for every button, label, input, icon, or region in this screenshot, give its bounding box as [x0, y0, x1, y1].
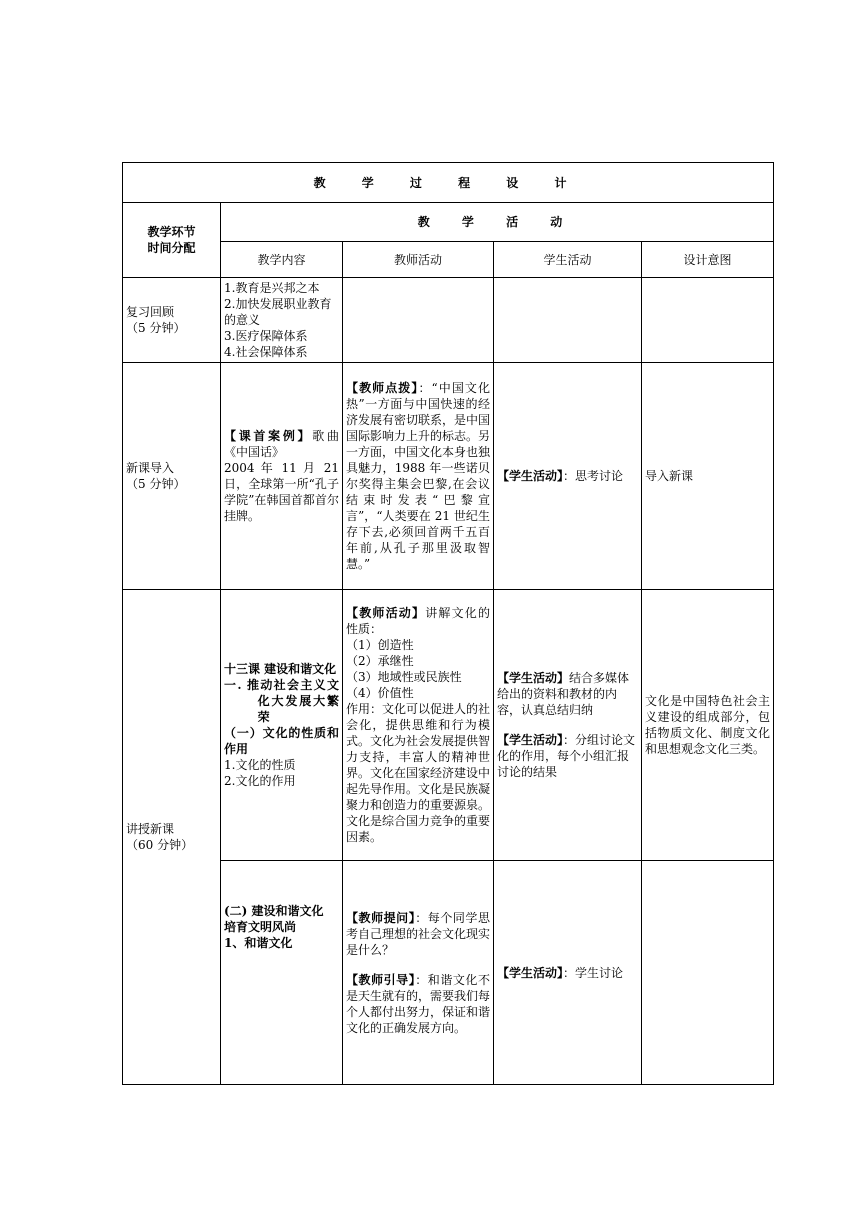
lesson-plan-table: [122, 162, 774, 1085]
student-cell: [494, 861, 642, 1085]
column-header-student: 学生活动: [494, 242, 642, 278]
student-tag: 【学生活动】: [497, 469, 564, 483]
time-header-label: 时间分配: [147, 241, 196, 255]
stage-header-label: 教学环节: [147, 225, 196, 239]
intent-cell: 导入新课: [642, 363, 774, 590]
intent-cell: [642, 278, 774, 363]
list-item: （2）承继性: [346, 654, 414, 668]
stage-name: 讲授新课: [126, 822, 175, 836]
activity-header: 教 学 活 动: [221, 203, 774, 242]
section-title: 一. 推动社会主义文化大发展大繁荣: [224, 678, 339, 724]
list-item: （3）地域性或民族性: [346, 670, 462, 684]
stage-name: 复习回顾: [126, 305, 175, 319]
student-text: ：分组讨论文化的作用，每个小组汇报讨论的结果: [497, 733, 636, 779]
case-text: 歌曲《中国话》: [224, 429, 339, 459]
intent-cell: [642, 861, 774, 1085]
table-title: 教 学 过 程 设 计: [123, 163, 774, 203]
teacher-cell: [343, 590, 494, 861]
list-item: 1.教育是兴邦之本: [224, 281, 320, 295]
case-description: 2004 年 11 月 21 日，全球第一所“孔子学院”在韩国首都首尔挂牌。: [224, 461, 339, 523]
teacher-cell: [343, 861, 494, 1085]
stage-name: 新课导入: [126, 461, 175, 475]
stage-cell: [123, 590, 221, 1085]
stage-cell: [123, 363, 221, 590]
content-cell: [221, 861, 343, 1085]
list-item: 2.加快发展职业教育的意义: [224, 297, 332, 327]
student-tag: 【学生活动】: [497, 965, 564, 980]
intent-cell: 文化是中国特色社会主义建设的组成部分，包括物质文化、制度文化和思想观念文化三类。: [642, 590, 774, 861]
teacher-cell: [343, 363, 494, 590]
list-item: （1）创造性: [346, 638, 414, 652]
teacher-role-text: 作用：文化可以促进人的社会化，提供思维和行为模式。文化为社会发展提供智力支持，丰富人的精神世界。文化在国家经济建设中起先导作用。文化是民族凝聚力和创造力的重要源泉。文化是综合国力竞争的重要因素。: [346, 702, 491, 844]
stage-time: （5 分钟）: [126, 321, 186, 335]
student-cell: [494, 363, 642, 590]
student-tag: 【学生活动】: [497, 671, 570, 685]
teacher-tag: 【教师引导】: [346, 972, 416, 987]
stage-time: （5 分钟）: [126, 477, 186, 491]
content-cell: [221, 590, 343, 861]
student-text: 结合多媒体给出的资料和教材的内容，认真总结归纳: [497, 671, 630, 717]
subsection-title: (二) 建设和谐文化 培育文明风尚: [224, 904, 324, 934]
student-text: ：思考讨论: [563, 469, 624, 483]
case-tag: 【课首案例】: [224, 429, 313, 443]
content-cell: [221, 278, 343, 363]
subsection-title: （一）文化的性质和作用: [224, 726, 339, 756]
table-row: [123, 363, 774, 590]
stage-cell: [123, 278, 221, 363]
student-cell: [494, 278, 642, 363]
list-item: 1、和谐文化: [224, 936, 293, 950]
column-header-content: 教学内容: [221, 242, 343, 278]
lesson-title: 十三课 建设和谐文化: [224, 662, 337, 676]
content-cell: [221, 363, 343, 590]
teacher-tag: 【教师活动】: [346, 606, 426, 620]
list-item: （4）价值性: [346, 686, 414, 700]
student-cell: [494, 590, 642, 861]
stage-time: （60 分钟）: [126, 838, 194, 852]
list-item: 4.社会保障体系: [224, 345, 308, 359]
table-row: [123, 861, 774, 1085]
table-row: [123, 278, 774, 363]
column-header-intent: 设计意图: [642, 242, 774, 278]
list-item: 1.文化的性质: [224, 758, 296, 772]
teacher-cell: [343, 278, 494, 363]
teacher-text: ：每个同学思考自己理想的社会文化现实是什么？: [346, 910, 491, 957]
teacher-tag: 【教师点拨】: [346, 381, 419, 395]
student-text: ：学生讨论: [563, 965, 624, 980]
teacher-text: ：“中国文化热”一方面与中国快速的经济发展有密切联系，是中国国际影响力上升的标志。另一方面，中国文化本身也独具魅力，1988 年一些诺贝尔奖得主集会巴黎,在会议结束时发表“巴黎宣言”，“人类要在 21 世纪生存下去,必须回首两千五百年前,从孔子那里汲取智慧。”: [346, 381, 491, 571]
stage-time-header: [123, 203, 221, 278]
list-item: 3.医疗保障体系: [224, 329, 308, 343]
table-row: [123, 590, 774, 861]
teacher-text: ：和谐文化不是天生就有的，需要我们每个人都付出努力，保证和谐文化的正确发展方向。: [346, 972, 491, 1035]
list-item: 2.文化的作用: [224, 774, 296, 788]
student-tag: 【学生活动】: [497, 733, 564, 747]
column-header-teacher: 教师活动: [343, 242, 494, 278]
teacher-tag: 【教师提问】: [346, 910, 416, 925]
teacher-intro: 讲解文化的性质：: [346, 606, 490, 636]
